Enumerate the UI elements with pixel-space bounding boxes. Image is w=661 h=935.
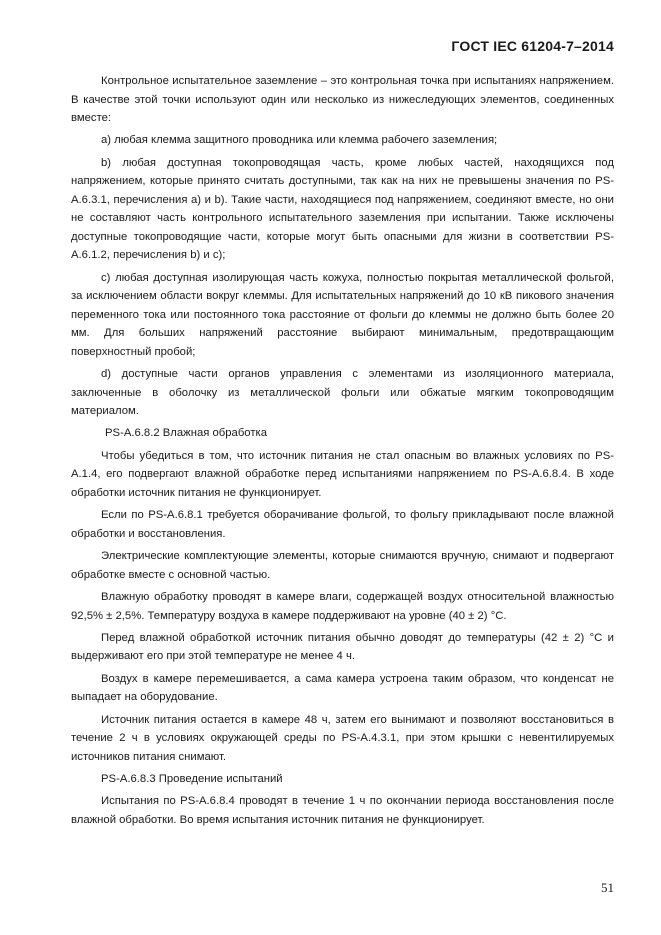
page-header-standard-id: ГОСТ IEC 61204-7–2014 [451, 38, 614, 54]
list-item-b: b) любая доступная токопроводящая часть, кроме любых частей, находящихся под напряжением, которые принято считать доступными, так как на них не превышены значения по PS-A.6.3.1, перечисления a) и b). Такие части, находящиеся под напряжением, соединяют вместе, но они не составляют часть контрольного испытательного заземления при испытании. Также исключены доступные токопроводящие части, которые могут быть опасными для жизни в соответствии PS-A.6.1.2, перечисления b) и c); [71, 156, 614, 262]
section-heading-conducting-tests: PS-A.6.8.3 Проведение испытаний [101, 773, 283, 786]
document-body [71, 72, 614, 833]
list-item-a: a) любая клемма защитного проводника или клемма рабочего заземления; [101, 134, 498, 147]
section-heading-humidity-treatment: PS-A.6.8.2 Влажная обработка [105, 427, 267, 440]
paragraph-test-timing: Испытания по PS-A.6.8.4 проводят в течение 1 ч по окончании периода восстановления после влажной обработки. Во время испытания источник питания не функционирует. [71, 795, 614, 826]
page-number: 51 [601, 880, 614, 895]
paragraph-foil-wrapping: Если по PS-A.6.8.1 требуется оборачивание фольгой, то фольгу прикладывают после влажной обработки и восстановления. [71, 509, 614, 540]
list-item-d: d) доступные части органов управления с элементами из изоляционного материала, заключенные в оболочку из металлической фольги или обжатые мягким токопроводящим материалом. [71, 368, 614, 418]
paragraph-air-circulation: Воздух в камере перемешивается, а сама камера устроена таким образом, что конденсат не выпадает на оборудование. [71, 672, 614, 704]
paragraph-humidity-chamber: Влажную обработку проводят в камере влаги, содержащей воздух относительной влажностью 92,5% ± 2,5%. Температуру воздуха в камере поддерживают на уровне (40 ± 2) °C. [71, 591, 614, 622]
paragraph-preconditioning: Перед влажной обработкой источник питания обычно доводят до температуры (42 ± 2) °C и выдерживают его при этой температуре не менее 4 ч. [71, 631, 614, 663]
list-item-c: c) любая доступная изолирующая часть кожуха, полностью покрытая металлической фольгой, за исключением области вокруг клеммы. Для испытательных напряжений до 10 кВ пикового значения переменного тока или постоянного тока расстояние от фольги до клеммы не должно быть более 20 мм. Для больших напряжений расстояние выбирают минимальным, предотвращающим поверхностный пробой; [71, 271, 614, 358]
paragraph-recovery: Источник питания остается в камере 48 ч, затем его вынимают и позволяют восстановиться в течение 2 ч в условиях окружающей среды по PS-A.4.3.1, при этом крышки с невентилируемых источников питания снимают. [71, 713, 614, 763]
paragraph-humidity-purpose: Чтобы убедиться в том, что источник питания не стал опасным во влажных условиях по PS-A.1.4, его подвергают влажной обработке перед испытаниями напряжением по PS-A.6.8.4. В ходе обработки источник питания не функционирует. [71, 449, 614, 499]
paragraph-removable-components: Электрические комплектующие элементы, которые снимаются вручную, снимают и подвергают обработке вместе с основной частью. [71, 550, 614, 581]
paragraph-test-earth-definition: Контрольное испытательное заземление – это контрольная точка при испытаниях напряжением. В качестве этой точки используют один или несколько из нижеследующих элементов, соединенных вместе: [71, 75, 614, 124]
